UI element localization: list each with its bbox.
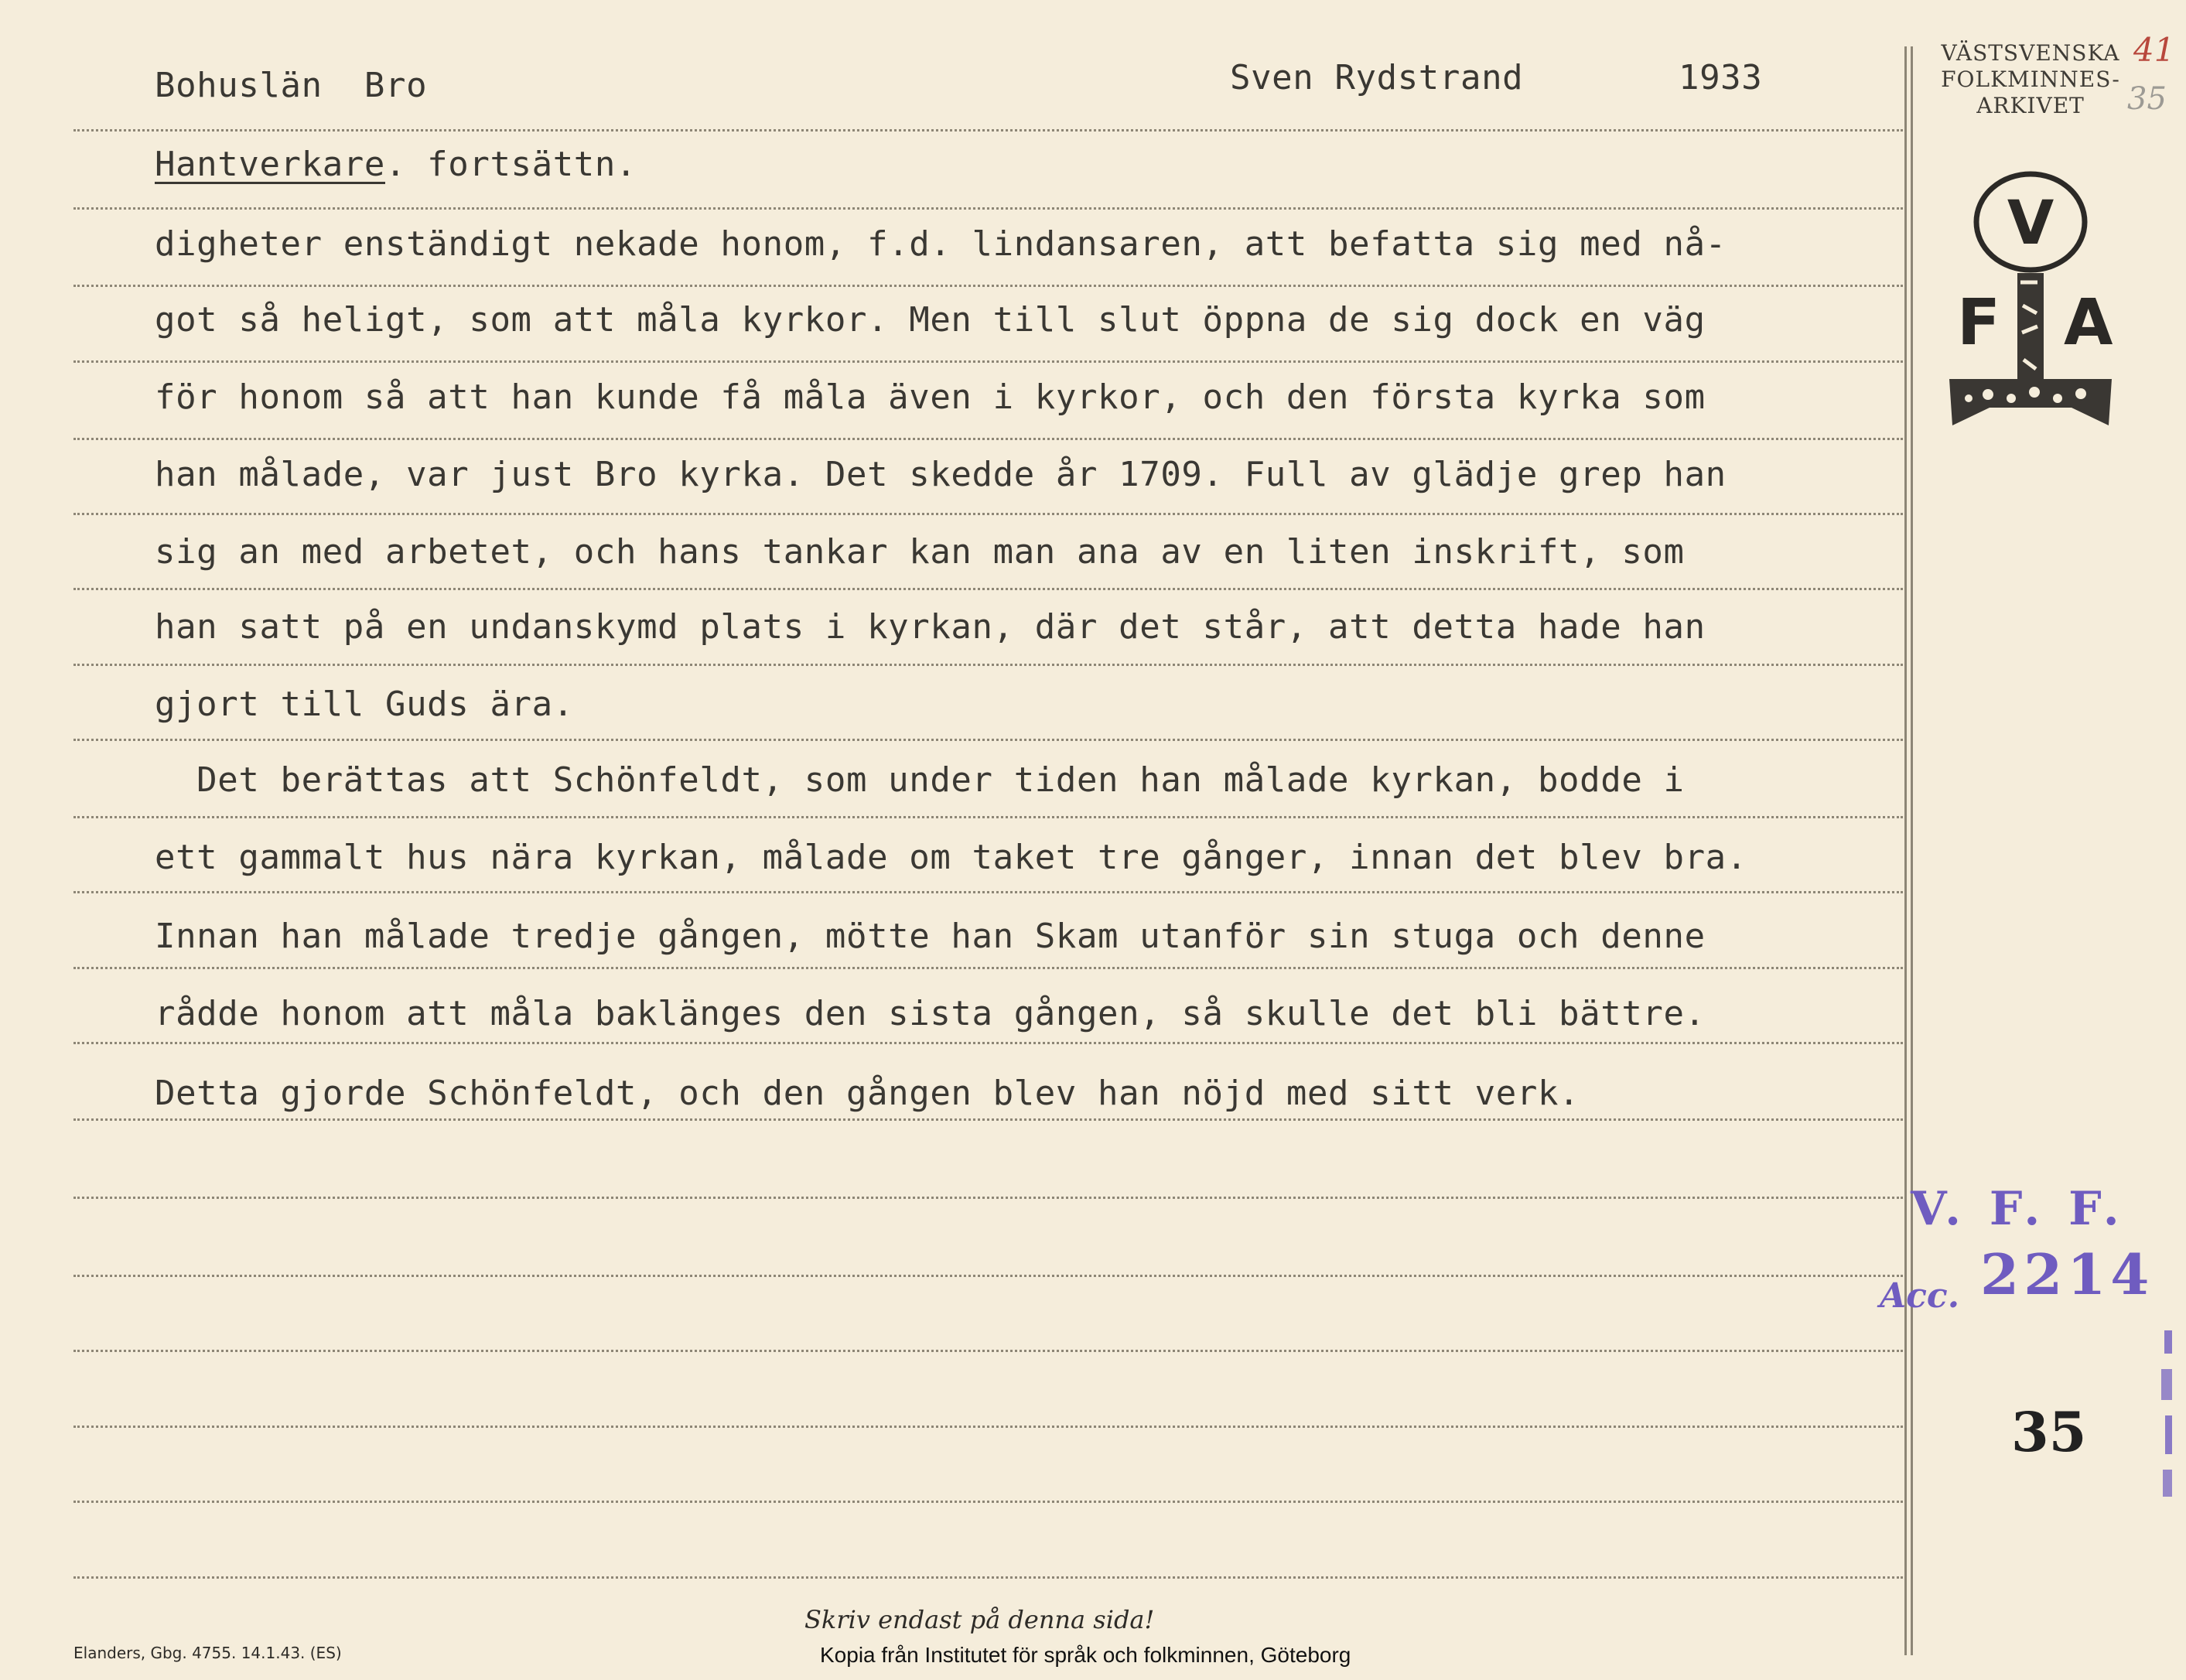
- ruled-line: [73, 967, 1903, 969]
- logo-letter-v: V: [2007, 189, 2054, 258]
- footer-instruction: Skriv endast på denna sida!: [804, 1605, 1155, 1634]
- ruled-line: [73, 816, 1903, 818]
- ruled-line: [73, 207, 1903, 210]
- ruled-line: [73, 1197, 1903, 1199]
- archive-name-line: VÄSTSVENSKA: [1941, 40, 2120, 66]
- handwritten-number-red: 41: [2133, 31, 2175, 69]
- heading-suffix: . fortsättn.: [385, 145, 637, 184]
- body-line: ett gammalt hus nära kyrkan, målade om taket tre gånger, innan det blev bra.: [155, 838, 1747, 877]
- ruled-line: [73, 1426, 1903, 1428]
- body-line: Detta gjorde Schönfeldt, och den gången blev han nöjd med sitt verk.: [155, 1074, 1580, 1113]
- archive-name-line: ARKIVET: [1976, 93, 2085, 118]
- handwritten-number-gray: 35: [2127, 81, 2167, 117]
- logo-letter-f: F: [1957, 286, 2001, 360]
- acc-label-stamp: Acc.: [1880, 1276, 1960, 1316]
- ruled-line: [73, 739, 1903, 741]
- ruled-line: [73, 360, 1903, 363]
- header-location: Bohuslän Bro: [155, 66, 428, 105]
- header-year: 1933: [1679, 58, 1763, 97]
- body-line: got så heligt, som att måla kyrkor. Men till slut öppna de sig dock en väg: [155, 300, 1706, 340]
- margin-rule: [1904, 46, 1907, 1655]
- ruled-line: [73, 1350, 1903, 1352]
- body-line: gjort till Guds ära.: [155, 685, 574, 724]
- ruled-line: [73, 1275, 1903, 1277]
- heading-title: Hantverkare: [155, 145, 385, 184]
- body-line: han satt på en undanskymd plats i kyrkan, där det står, att detta hade han: [155, 607, 1706, 647]
- body-line: sig an med arbetet, och hans tankar kan man ana av en liten inskrift, som: [155, 532, 1685, 572]
- ruled-line: [73, 891, 1903, 893]
- ruled-line: [73, 129, 1903, 131]
- archive-name-line: FOLKMINNES-: [1941, 67, 2120, 92]
- ruled-line: [73, 1042, 1903, 1044]
- section-heading: [155, 145, 637, 184]
- ruled-line: [73, 1501, 1903, 1503]
- acc-number-stamp: 2214: [1980, 1241, 2154, 1307]
- ruled-line: [73, 664, 1903, 666]
- body-line: Det berättas att Schönfeldt, som under tiden han målade kyrkan, bodde i: [155, 760, 1685, 800]
- vff-stamp: V. F. F.: [1911, 1182, 2126, 1236]
- ruled-line: [73, 438, 1903, 440]
- copy-notice: Kopia från Institutet för språk och folkminnen, Göteborg: [820, 1643, 1351, 1667]
- ruled-line: [73, 1576, 1903, 1579]
- header-informant: Sven Rydstrand: [1230, 58, 1524, 97]
- margin-rule: [1911, 46, 1913, 1655]
- logo-letter-a: A: [2064, 286, 2113, 360]
- edge-ink-marks-icon: [2158, 1315, 2178, 1516]
- body-line: han målade, var just Bro kyrka. Det skedde år 1709. Full av glädje grep han: [155, 455, 1727, 494]
- body-line: för honom så att han kunde få måla även i kyrkor, och den första kyrka som: [155, 377, 1706, 417]
- page-number: 35: [2011, 1400, 2087, 1464]
- archive-name: [1938, 40, 2123, 119]
- printer-imprint: Elanders, Gbg. 4755. 14.1.43. (ES): [73, 1644, 342, 1662]
- body-line: Innan han målade tredje gången, mötte han Skam utanför sin stuga och denne: [155, 917, 1706, 956]
- body-line: digheter enständigt nekade honom, f.d. lindansaren, att befatta sig med nå-: [155, 224, 1727, 264]
- ruled-line: [73, 285, 1903, 287]
- ruled-line: [73, 1118, 1903, 1121]
- ruled-line: [73, 513, 1903, 515]
- body-line: rådde honom att måla baklänges den sista gången, så skulle det bli bättre.: [155, 994, 1706, 1033]
- vfa-hammer-logo-icon: [1934, 166, 2127, 460]
- ruled-line: [73, 588, 1903, 590]
